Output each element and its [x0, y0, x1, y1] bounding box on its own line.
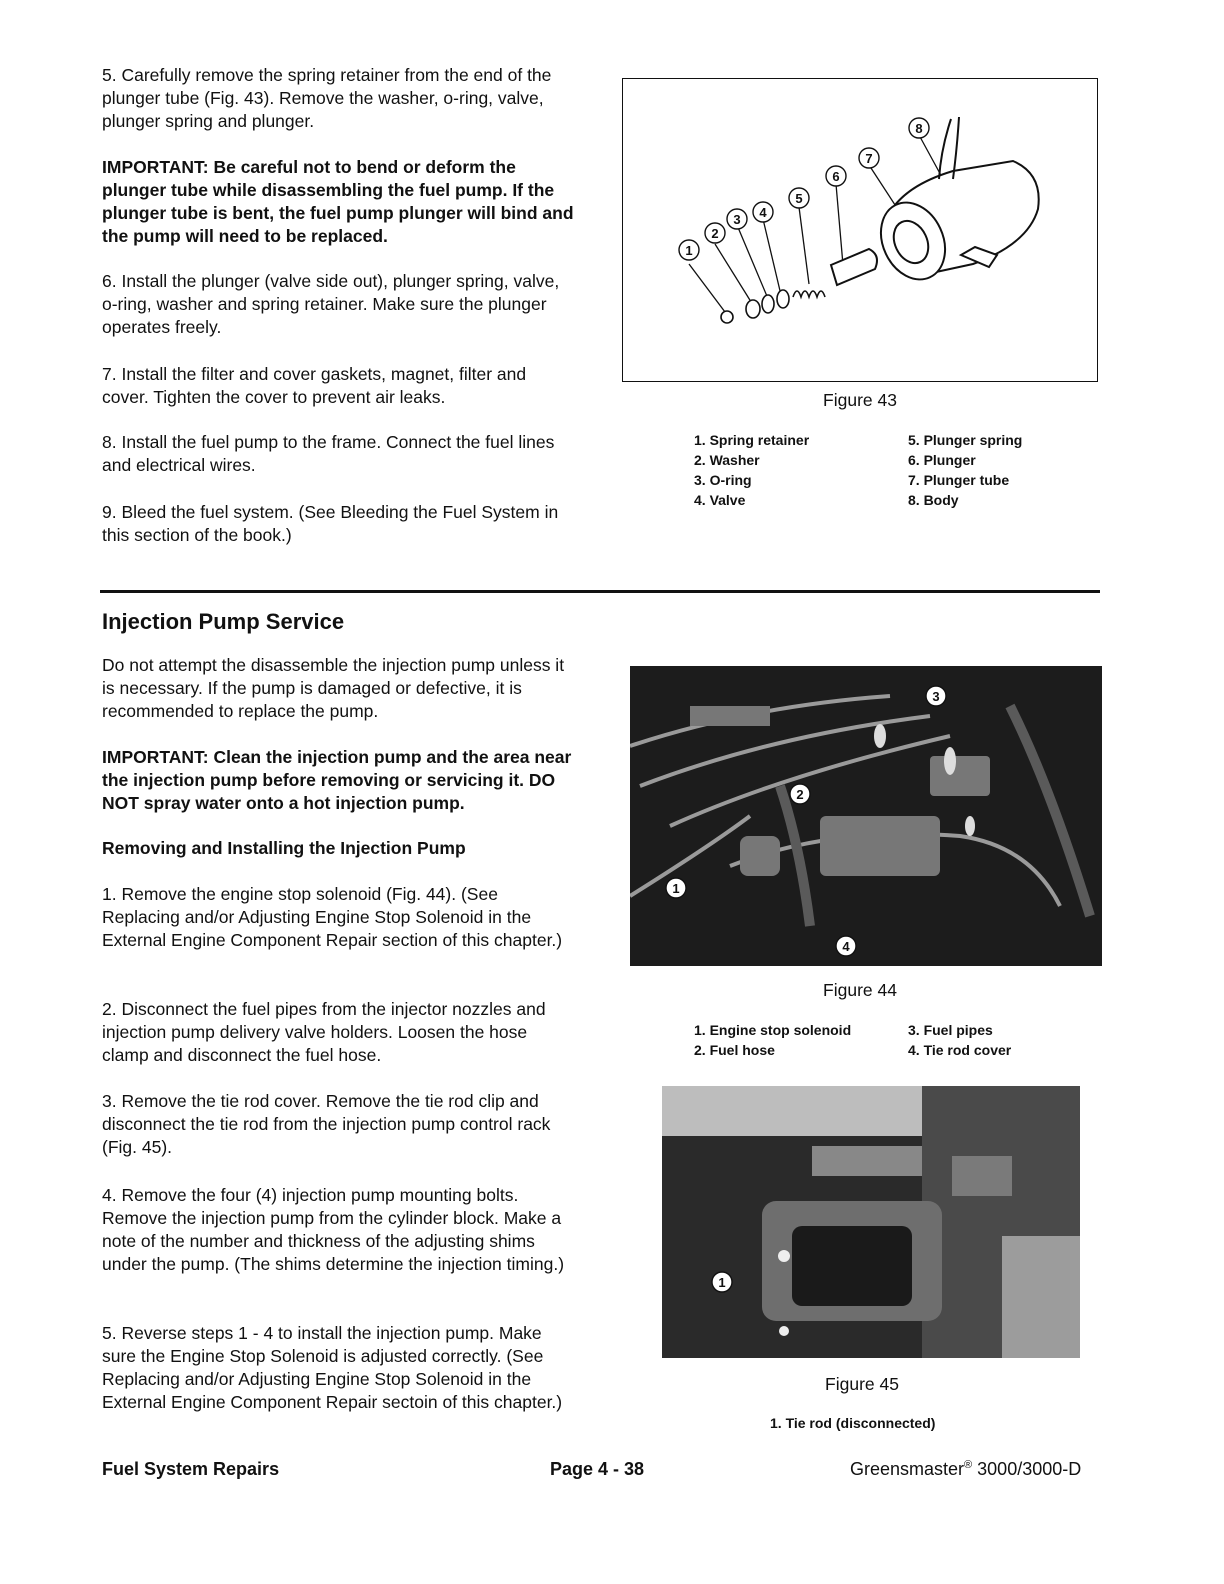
legend-item: 3. O-ring — [694, 472, 752, 488]
legend-item: 1. Spring retainer — [694, 432, 810, 448]
fig44-callout-3: 3 — [932, 689, 940, 704]
figure-45-legend — [770, 1413, 935, 1433]
injection-step-4: 4. Remove the four (4) injection pump mounting bolts. Remove the injection pump from the cylinder block. Make a note of the number and thickness of the adjusting shims under the pump. (The shims determine the injection timing.) — [102, 1185, 565, 1274]
subtitle-removing-installing: Removing and Installing the Injection Pump — [102, 838, 466, 858]
figure-43-box — [622, 78, 1098, 382]
fig44-callout-4: 4 — [842, 939, 850, 954]
legend-item: 6. Plunger — [908, 452, 976, 468]
footer-section-name: Fuel System Repairs — [102, 1459, 280, 1479]
injection-intro: Do not attempt the disassemble the injection pump unless it is necessary. If the pump is damaged or defective, it is recommended to replace the pump. — [102, 655, 565, 721]
figure-45-caption: Figure 45 — [825, 1374, 899, 1394]
product-name: Greensmaster — [850, 1459, 965, 1479]
legend-item: 8. Body — [908, 492, 959, 508]
legend-item: 7. Plunger tube — [908, 472, 1010, 488]
injection-step-3: 3. Remove the tie rod cover. Remove the tie rod clip and disconnect the tie rod from the injection pump control rack (Fig. 45). — [102, 1091, 551, 1157]
footer-page-number: Page 4 - 38 — [550, 1459, 645, 1479]
legend-item: 4. Valve — [694, 492, 746, 508]
fig43-callout-7: 7 — [865, 151, 873, 166]
legend-item: 2. Washer — [694, 452, 760, 468]
fig44-callout-2: 2 — [796, 787, 804, 802]
fig43-callout-6: 6 — [832, 169, 840, 184]
fig45-callout-1: 1 — [718, 1275, 726, 1290]
figure-43-legend-right — [908, 430, 1022, 510]
important-clean-injection-pump: IMPORTANT: Clean the injection pump and the area near the injection pump before removing or servicing it. DO NOT spray water onto a hot injection pump. — [102, 747, 572, 813]
footer-product-model — [850, 1459, 1081, 1480]
legend-item: 1. Engine stop solenoid — [694, 1022, 852, 1038]
legend-item: 4. Tie rod cover — [908, 1042, 1012, 1058]
legend-item: 2. Fuel hose — [694, 1042, 775, 1058]
important-plunger-tube-note: IMPORTANT: Be careful not to bend or deform the plunger tube while disassembling the fuel pump. If the plunger tube is bent, the fuel pump plunger will bind and the pump will need to be replaced. — [102, 157, 574, 246]
figure-44-legend-left — [694, 1020, 851, 1060]
section-divider — [100, 590, 1100, 593]
figure-44-photo — [630, 666, 1102, 966]
model-number: 3000/3000-D — [972, 1459, 1082, 1479]
tie-rod-photo — [662, 1086, 1080, 1358]
fig43-callout-2: 2 — [711, 226, 719, 241]
legend-item: 3. Fuel pipes — [908, 1022, 993, 1038]
step-8-install-fuel-pump: 8. Install the fuel pump to the frame. Connect the fuel lines and electrical wires. — [102, 432, 555, 475]
fuel-pump-exploded-diagram — [623, 79, 1097, 381]
fig43-callout-1: 1 — [685, 243, 693, 258]
injection-step-1: 1. Remove the engine stop solenoid (Fig. 44). (See Replacing and/or Adjusting Engine Stop Solenoid in the External Engine Component Repair section of this chapter.) — [102, 884, 563, 950]
legend-item: 1. Tie rod (disconnected) — [770, 1415, 936, 1431]
registered-mark: ® — [964, 1459, 973, 1471]
figure-45-photo — [662, 1086, 1080, 1358]
injection-step-5: 5. Reverse steps 1 - 4 to install the injection pump. Make sure the Engine Stop Solenoid is adjusted correctly. (See Replacing and/or Adjusting Engine Stop Solenoid in the External Engine Component Repair sectoin of this chapter.) — [102, 1323, 563, 1412]
step-6-install-plunger: 6. Install the plunger (valve side out), plunger spring, valve, o-ring, washer and spring retainer. Make sure the plunger operates freely. — [102, 271, 560, 337]
engine-injection-pump-photo — [630, 666, 1102, 966]
fig43-callout-8: 8 — [915, 121, 923, 136]
figure-43-legend-left — [694, 430, 809, 510]
figure-43-caption: Figure 43 — [823, 390, 897, 410]
step-7-install-filter: 7. Install the filter and cover gaskets, magnet, filter and cover. Tighten the cover to prevent air leaks. — [102, 364, 527, 407]
step-9-bleed-fuel-system: 9. Bleed the fuel system. (See Bleeding the Fuel System in this section of the book.) — [102, 502, 559, 545]
injection-step-2: 2. Disconnect the fuel pipes from the injector nozzles and injection pump delivery valve holders. Loosen the hose clamp and disconnect the fuel hose. — [102, 999, 546, 1065]
fig43-callout-4: 4 — [759, 205, 767, 220]
figure-44-caption: Figure 44 — [823, 980, 897, 1000]
legend-item: 5. Plunger spring — [908, 432, 1023, 448]
fig44-callout-1: 1 — [672, 881, 680, 896]
section-title-injection-pump: Injection Pump Service — [102, 609, 345, 634]
step-5-remove-spring-retainer: 5. Carefully remove the spring retainer from the end of the plunger tube (Fig. 43). Remove the washer, o-ring, valve, plunger spring and plunger. — [102, 65, 552, 131]
figure-44-legend-right — [908, 1020, 1011, 1060]
fig43-callout-3: 3 — [733, 212, 741, 227]
fig43-callout-5: 5 — [795, 191, 803, 206]
